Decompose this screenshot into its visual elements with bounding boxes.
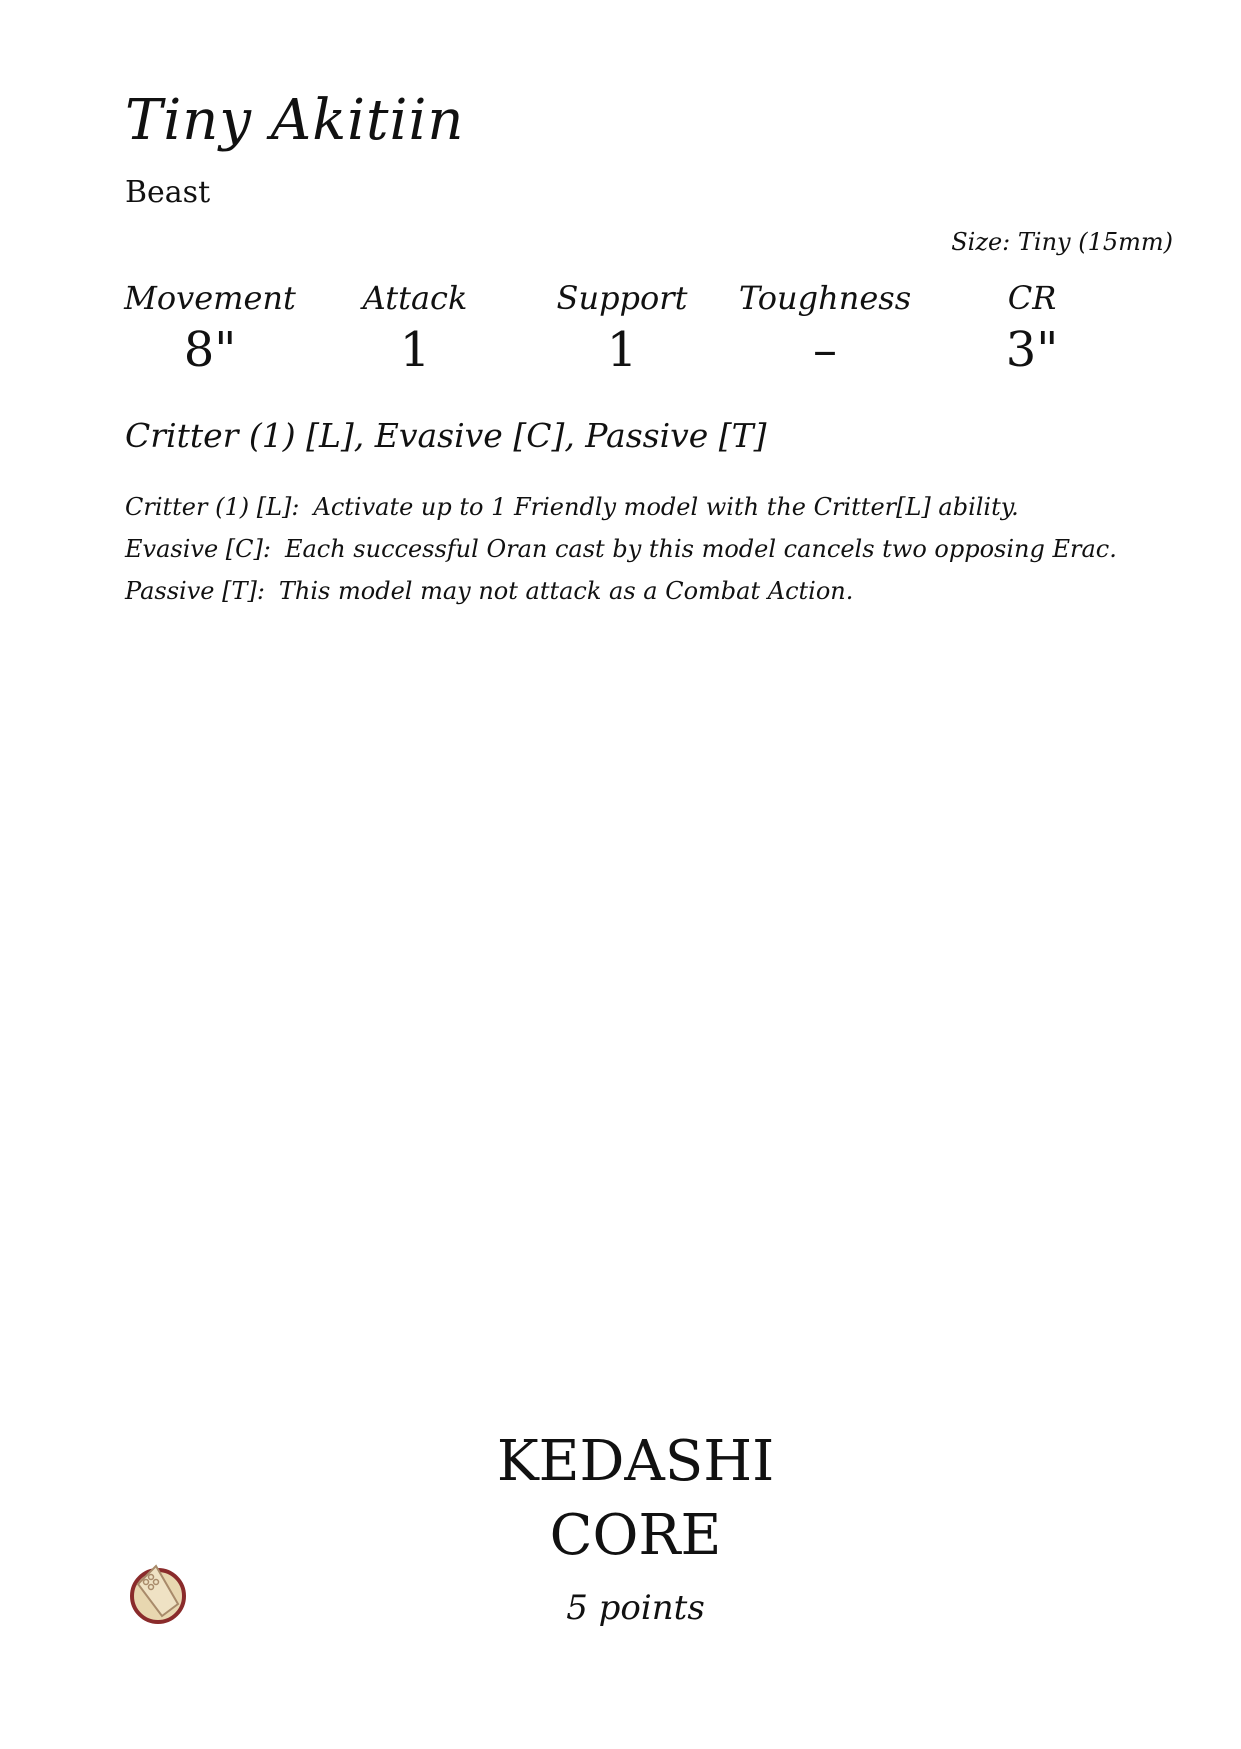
stat-label: CR: [1007, 279, 1057, 317]
points-cost: 5 points: [566, 1588, 705, 1628]
faction-logo-icon: [126, 1560, 190, 1624]
stat-block: [115, 278, 1125, 398]
ability-text: This model may not attack as a Combat Action.: [278, 577, 854, 605]
ability-details: [125, 486, 1125, 612]
faction-name: KEDASHI: [496, 1429, 775, 1494]
stat-toughness: [730, 278, 920, 382]
stat-label: Toughness: [738, 279, 912, 317]
ability-passive: [125, 570, 1125, 612]
stat-movement: [115, 278, 305, 382]
stat-label: Movement: [124, 279, 296, 317]
stat-value: 8": [183, 322, 237, 378]
unit-type: Beast: [125, 175, 211, 210]
stat-label: Attack: [362, 279, 468, 317]
stat-label: Support: [556, 279, 688, 317]
ability-name: Critter (1) [L]:: [125, 493, 300, 521]
unit-size: Size: Tiny (15mm): [951, 228, 1173, 256]
unit-name: Tiny Akitiin: [125, 88, 465, 153]
stat-value: –: [813, 322, 837, 378]
stat-value: 1: [606, 322, 638, 378]
abilities-summary: Critter (1) [L], Evasive [C], Passive [T]: [125, 416, 767, 455]
stat-support: [527, 278, 717, 382]
stat-attack: [320, 278, 510, 382]
faction-block: [0, 1425, 1241, 1573]
ability-name: Passive [T]:: [125, 577, 265, 605]
ability-evasive: [125, 528, 1125, 570]
ability-name: Evasive [C]:: [125, 535, 271, 563]
ability-text: Activate up to 1 Friendly model with the Critter[L] ability.: [313, 493, 1019, 521]
faction-tier: CORE: [549, 1503, 722, 1568]
ability-critter: [125, 486, 1125, 528]
stat-cr: [937, 278, 1127, 382]
ability-text: Each successful Oran cast by this model cancels two opposing Erac.: [284, 535, 1117, 563]
faction-logo-icon: [126, 1560, 190, 1624]
stat-value: 3": [1005, 322, 1059, 378]
stat-value: 1: [399, 322, 431, 378]
